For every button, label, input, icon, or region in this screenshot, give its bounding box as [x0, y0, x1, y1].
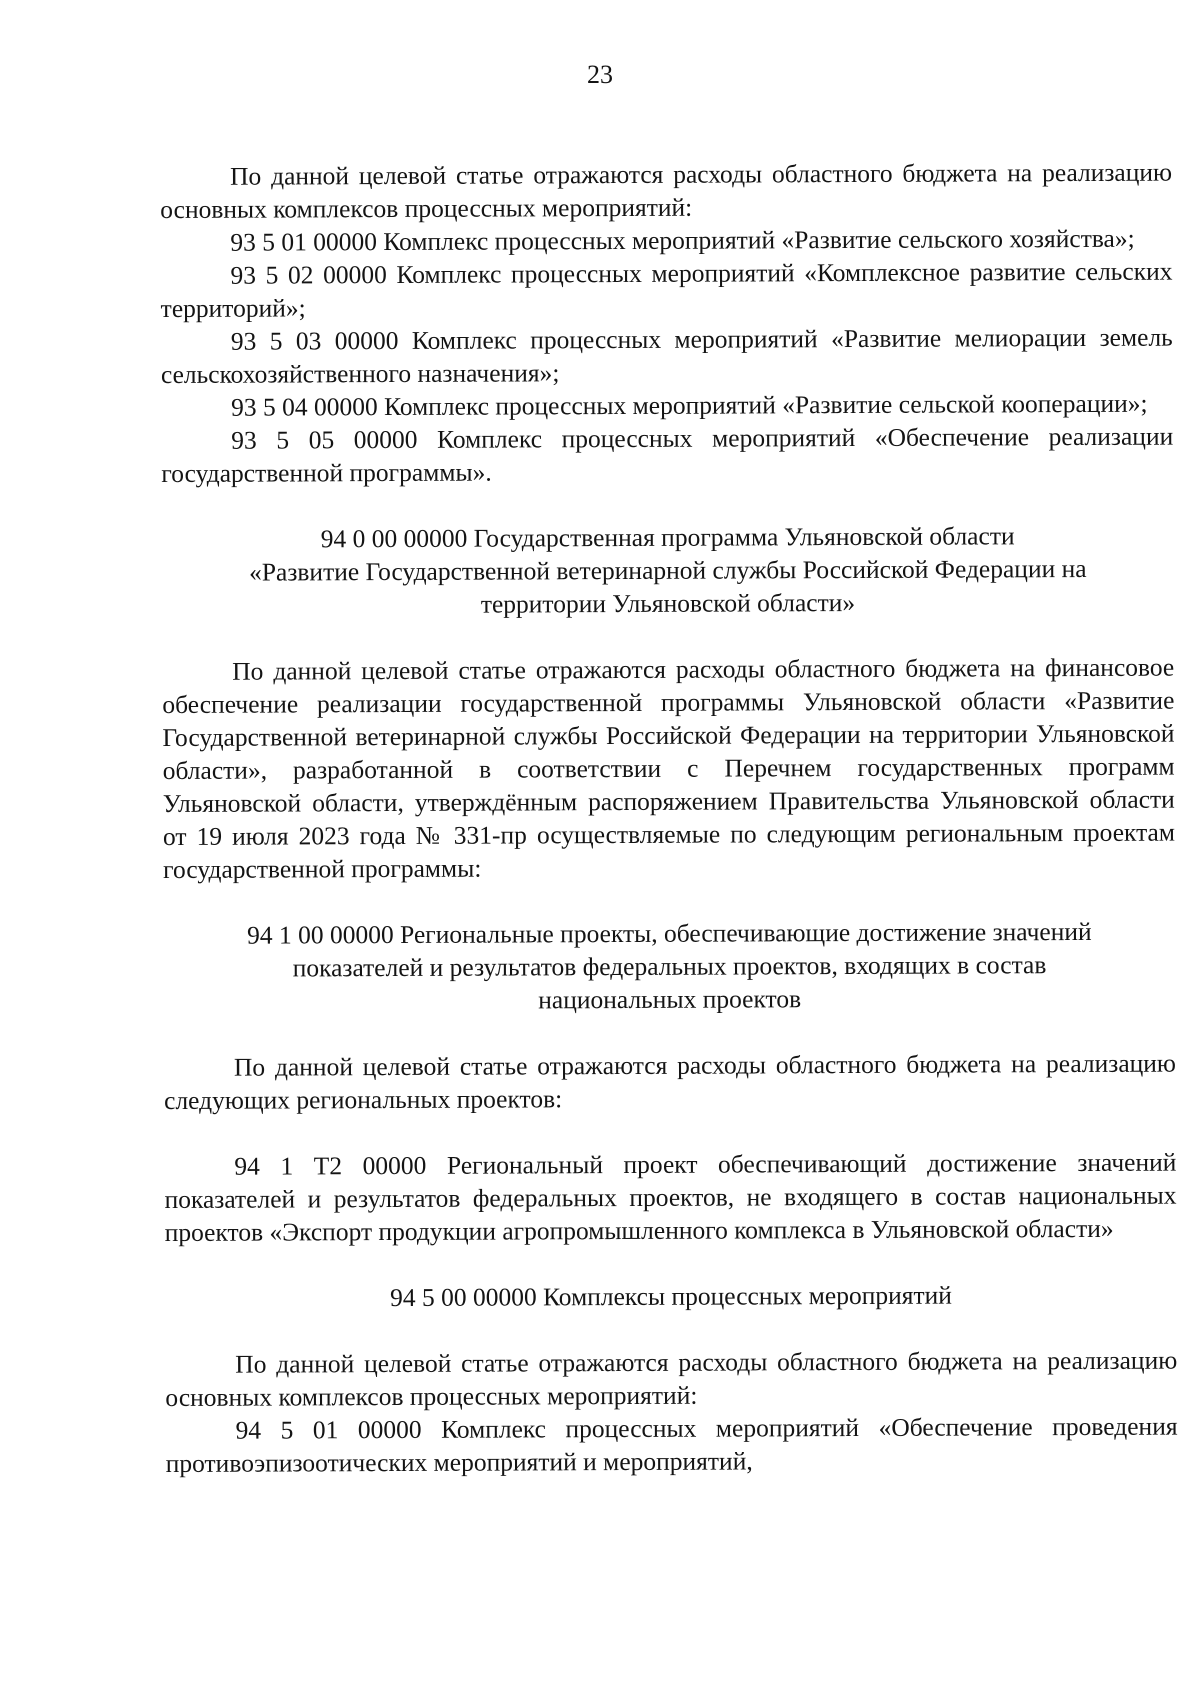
paragraph-intro-93-5: По данной целевой статье отражаются расходы областного бюджета на реализацию основных комплексов процессных мероприятий: — [160, 157, 1173, 224]
paragraph-93-5-04: 93 5 04 00000 Комплекс процессных мероприятий «Развитие сельской кооперации»; — [231, 388, 1148, 422]
heading-line: 94 0 00 00000 Государственная программа Ульяновской области — [320, 521, 1015, 554]
heading-line: «Развитие Государственной ветеринарной службы Российской Федерации на — [248, 553, 1087, 587]
paragraph-93-5-01: 93 5 01 00000 Комплекс процессных мероприятий «Развитие сельского хозяйства»; — [230, 223, 1135, 257]
paragraph-94-1-t2: 94 1 Т2 00000 Региональный проект обеспечивающий достижение значений показателей и результатов федеральных проектов, не входящего в состав национальных проектов «Экспорт продукции агропромышленного комплекса в Ульяновской области» — [164, 1147, 1177, 1247]
document-body — [160, 156, 1178, 1480]
heading-line: национальных проектов — [538, 984, 802, 1015]
heading-line: территории Ульяновской области» — [480, 587, 856, 619]
paragraph-93-5-02: 93 5 02 00000 Комплекс процессных мероприятий «Комплексное развитие сельских территорий»; — [160, 256, 1173, 323]
paragraph-94-0-description: По данной целевой статье отражаются расходы областного бюджета на финансовое обеспечение реализации государственной программы Ульяновской области «Развитие Государственной ветеринарной службы Российской Федерации на территории Ульяновской области», разработанной в соответствии с Перечнем государственных программ Ульяновской области, утверждённым распоряжением Правительства Ульяновской области от 19 июля 2023 года № 331-пр осуществляемые по следующим региональным проектам государственной программы: — [162, 652, 1176, 884]
heading-line: показателей и результатов федеральных проектов, входящих в состав — [292, 950, 1047, 983]
paragraph-94-5-01: 94 5 01 00000 Комплекс процессных мероприятий «Обеспечение проведения противоэпизоотических мероприятий и мероприятий, — [165, 1411, 1178, 1478]
paragraph-94-1-intro: По данной целевой статье отражаются расходы областного бюджета на реализацию следующих региональных проектов: — [164, 1048, 1177, 1115]
paragraph-94-5-intro: По данной целевой статье отражаются расходы областного бюджета на реализацию основных комплексов процессных мероприятий: — [165, 1345, 1178, 1412]
heading-line: 94 5 00 00000 Комплексы процессных мероприятий — [389, 1280, 952, 1313]
paragraph-93-5-05: 93 5 05 00000 Комплекс процессных мероприятий «Обеспечение реализации государственной программы». — [161, 421, 1174, 488]
heading-line: 94 1 00 00000 Региональные проекты, обеспечивающие достижение значений — [247, 916, 1092, 950]
heading-94-5-complexes — [165, 1278, 1177, 1315]
paragraph-93-5-03: 93 5 03 00000 Комплекс процессных мероприятий «Развитие мелиорации земель сельскохозяйственного назначения»; — [160, 322, 1173, 389]
page-number: 23 — [587, 60, 613, 89]
heading-94-0-program — [162, 519, 1174, 622]
heading-94-1-regional-projects — [163, 915, 1175, 1018]
